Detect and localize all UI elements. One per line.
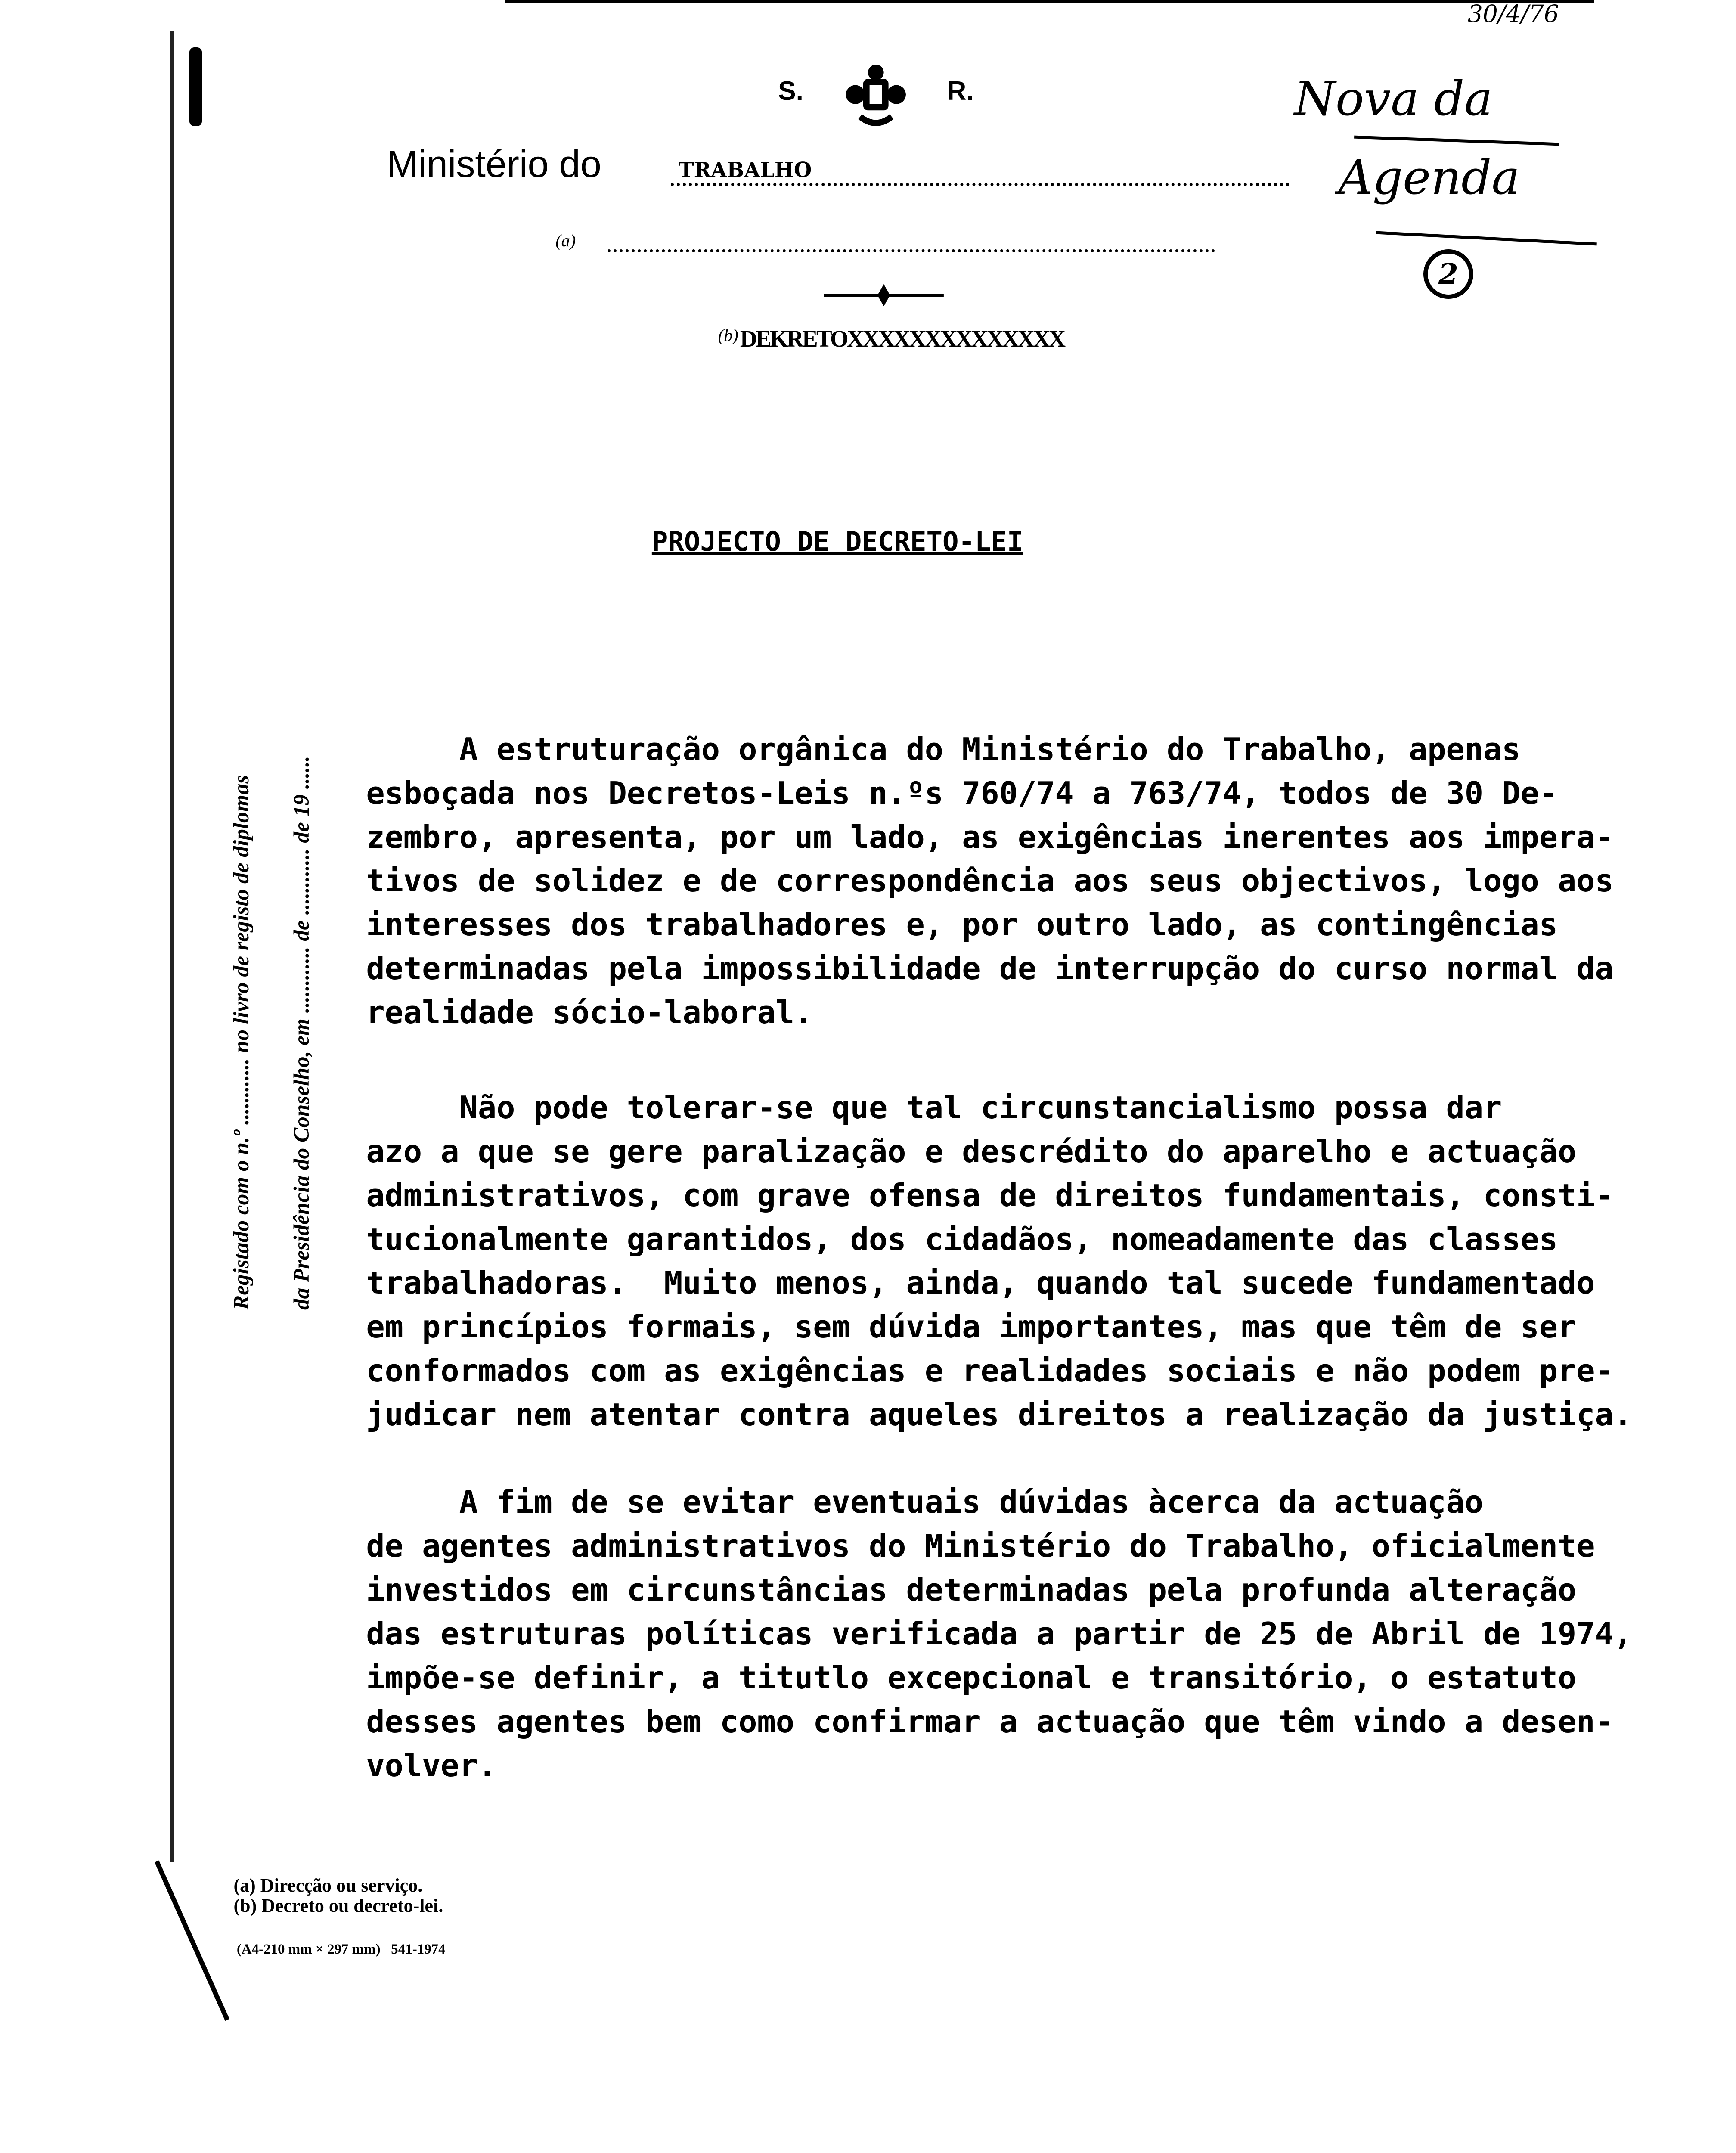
handwritten-note-line2: Agenda [1338,150,1520,205]
header-letter-r: R. [947,76,974,106]
coat-of-arms-emblem [844,60,908,129]
field-a-label: (a) [555,231,576,251]
text-line: zembro, apresenta, por um lado, as exigências inerentes aos impera- [366,819,1614,855]
footnote-a: (a) Direcção ou serviço. [233,1874,423,1896]
field-b-value: DEKRETOXXXXXXXXXXXXXX [740,326,1064,352]
handwritten-underline-1 [1354,135,1559,146]
text-line: tucionalmente garantidos, dos cidadãos, nomeadamente das classes [366,1221,1558,1257]
text-line: A estruturação orgânica do Ministério do Trabalho, apenas [366,731,1521,767]
text-line: interesses dos trabalhadores e, por outro lado, as contingências [366,906,1558,943]
handwritten-note-line1: Nova da [1294,71,1493,126]
margin-diagonal-stroke [155,1861,229,2021]
left-margin-line [170,31,174,1862]
paragraph-2 [366,1086,1632,1437]
handwritten-circled-number: 2 [1423,249,1473,299]
header-letter-s: S. [778,76,803,106]
text-line: das estruturas políticas verificada a partir de 25 de Abril de 1974, [366,1615,1632,1652]
document-title: PROJECTO DE DECRETO-LEI [651,525,1023,557]
paragraph-1 [366,728,1613,1035]
text-line: investidos em circunstâncias determinadas pela profunda alteração [366,1572,1577,1608]
text-line: azo a que se gere paralização e descrédito do aparelho e actuação [366,1133,1577,1170]
handwritten-underline-2 [1376,231,1597,245]
handwritten-date: 30/4/76 [1467,0,1559,28]
ornament-divider [821,284,947,306]
top-edge-line [505,0,1594,3]
ministry-name: TRABALHO [679,158,812,182]
text-line: esboçada nos Decretos-Leis n.ºs 760/74 a 763/74, todos de 30 De- [366,775,1558,811]
text-line: impõe-se definir, a titutlo excepcional e transitório, o estatuto [366,1659,1577,1696]
text-line: A fim de se evitar eventuais dúvidas àcerca da actuação [366,1484,1484,1520]
footnotes [233,1875,443,1916]
ministry-dotted-line [671,183,1290,186]
text-line: de agentes administrativos do Ministério do Trabalho, oficialmente [366,1528,1595,1564]
text-line: administrativos, com grave ofensa de direitos fundamentais, consti- [366,1177,1614,1213]
paragraph-3 [366,1480,1632,1787]
footnote-b: (b) Decreto ou decreto-lei. [233,1895,443,1917]
text-line: Não pode tolerar-se que tal circunstancialismo possa dar [366,1089,1502,1126]
field-b-label: (b) [718,326,738,345]
registration-margin-line2: da Presidência do Conselho, em ............ de ............ de 19 ...... [289,756,314,1310]
field-a-dotted-line [608,249,1215,252]
text-line: volver. [366,1747,497,1784]
text-line: desses agentes bem como confirmar a actuação que têm vindo a desen- [366,1703,1614,1740]
field-b [718,325,1064,352]
punch-mark [189,47,202,126]
registration-margin-line1: Registado com o n.º ............ no livro de registo de diplomas [229,775,254,1310]
form-reference: (A4-210 mm × 297 mm) 541-1974 [236,1941,446,1957]
text-line: realidade sócio-laboral. [366,994,813,1031]
text-line: trabalhadoras. Muito menos, ainda, quando tal sucede fundamentado [366,1265,1595,1301]
text-line: judicar nem atentar contra aqueles direitos a realização da justiça. [366,1396,1632,1433]
text-line: conformados com as exigências e realidades sociais e não podem pre- [366,1353,1614,1389]
ministry-line [387,142,1290,189]
ministry-prefix: Ministério do [387,142,601,185]
text-line: em princípios formais, sem dúvida importantes, mas que têm de ser [366,1309,1577,1345]
text-line: determinadas pela impossibilidade de interrupção do curso normal da [366,950,1614,987]
text-line: tivos de solidez e de correspondência aos seus objectivos, logo aos [366,862,1614,899]
